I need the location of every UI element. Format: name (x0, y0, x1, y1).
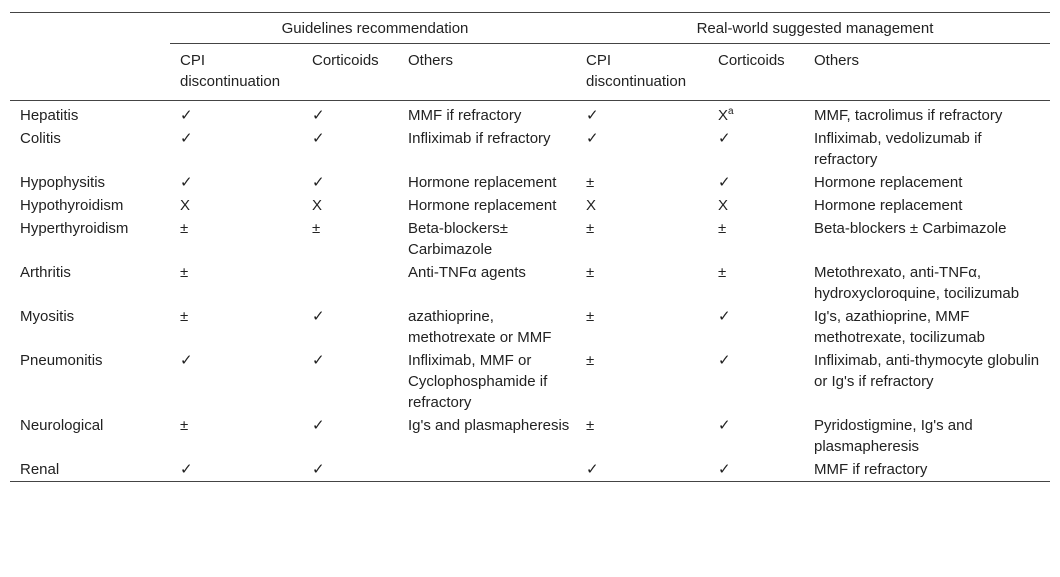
cell-g-corticoids-text: ✓ (312, 107, 325, 124)
cell-g-cpi (170, 305, 302, 349)
column-header-row (10, 44, 1050, 101)
cell-g-corticoids-text: ✓ (312, 461, 325, 478)
cell-r-corticoids (708, 349, 804, 414)
cell-r-corticoids-text: X (718, 197, 729, 214)
cell-g-cpi (170, 101, 302, 128)
cell-r-cpi-text: ✓ (586, 461, 599, 478)
cell-g-cpi-text: X (180, 197, 191, 214)
row-label (10, 261, 170, 305)
cell-r-others-text: Infliximab, vedolizumab if refractory (814, 130, 982, 168)
cell-g-cpi-text: ✓ (180, 174, 193, 191)
table-row (10, 414, 1050, 458)
table-container (10, 12, 1050, 482)
cell-r-others-text: Hormone replacement (814, 174, 963, 191)
cell-r-others-text: Ig's, azathioprine, MMF methotrexate, tocilizumab (814, 308, 985, 346)
cell-g-cpi-text: ± (180, 417, 189, 434)
table-row (10, 305, 1050, 349)
header-r-corticoids: Corticoids (718, 52, 785, 69)
cell-r-others-text: Beta-blockers ± Carbimazole (814, 220, 1007, 237)
cell-r-cpi-text: ✓ (586, 107, 599, 124)
cell-r-others-text: MMF, tacrolimus if refractory (814, 107, 1003, 124)
table-row (10, 127, 1050, 171)
cell-g-cpi-text: ✓ (180, 461, 193, 478)
cell-r-others (804, 305, 1050, 349)
table-row (10, 261, 1050, 305)
row-label (10, 217, 170, 261)
table-row (10, 458, 1050, 482)
cell-r-cpi-text: ± (586, 308, 595, 325)
cell-r-others (804, 101, 1050, 128)
cell-r-corticoids-text: ✓ (718, 174, 731, 191)
cell-g-cpi-text: ± (180, 308, 189, 325)
cell-g-corticoids (302, 261, 398, 305)
cell-r-cpi (576, 127, 708, 171)
cell-g-cpi (170, 414, 302, 458)
cell-g-corticoids-text: ✓ (312, 130, 325, 147)
row-label-text: Hepatitis (20, 107, 79, 124)
cell-g-cpi-text: ✓ (180, 352, 193, 369)
cell-g-others-text: Hormone replacement (408, 197, 557, 214)
row-label-text: Renal (20, 461, 60, 478)
cell-g-others (398, 458, 576, 482)
table-row (10, 217, 1050, 261)
row-label (10, 305, 170, 349)
row-label (10, 194, 170, 217)
cell-g-others (398, 261, 576, 305)
cell-g-corticoids-text: X (312, 197, 323, 214)
cell-r-others-text: MMF if refractory (814, 461, 928, 478)
row-label (10, 458, 170, 482)
cell-g-others-text: Infliximab, MMF or Cyclophosphamide if refractory (408, 352, 548, 411)
cell-r-others (804, 171, 1050, 194)
cell-g-cpi (170, 458, 302, 482)
cell-r-corticoids (708, 414, 804, 458)
cell-g-others-text: Ig's and plasmapheresis (408, 417, 570, 434)
cell-r-others-text: Hormone replacement (814, 197, 963, 214)
cell-g-cpi (170, 349, 302, 414)
cell-g-cpi-text: ✓ (180, 107, 193, 124)
cell-g-corticoids-text: ✓ (312, 308, 325, 325)
cell-g-others (398, 217, 576, 261)
cell-g-cpi-text: ± (180, 264, 189, 281)
cell-g-others-text: Infliximab if refractory (408, 130, 551, 147)
cell-r-cpi-text: ± (586, 352, 595, 369)
cell-r-cpi (576, 458, 708, 482)
cell-g-corticoids (302, 127, 398, 171)
cell-r-corticoids-text: ✓ (718, 308, 731, 325)
cell-r-corticoids (708, 305, 804, 349)
cell-r-corticoids (708, 458, 804, 482)
row-label (10, 127, 170, 171)
cell-r-others-text: Infliximab, anti-thymocyte globulin or Ig's if refractory (814, 352, 1040, 390)
cell-g-cpi-text: ✓ (180, 130, 193, 147)
row-label-text: Pneumonitis (20, 352, 103, 369)
cell-r-others (804, 414, 1050, 458)
row-label (10, 414, 170, 458)
header-r-cpi: CPI discontinuation (586, 52, 687, 90)
row-label (10, 349, 170, 414)
cell-g-cpi (170, 261, 302, 305)
cell-g-others-text: azathioprine, methotrexate or MMF (408, 308, 552, 346)
cell-r-cpi-text: ✓ (586, 130, 599, 147)
cell-r-cpi (576, 194, 708, 217)
header-g-others: Others (408, 52, 454, 69)
cell-r-corticoids-text: X (718, 107, 729, 124)
management-table (10, 12, 1050, 482)
cell-g-corticoids-text: ✓ (312, 174, 325, 191)
cell-r-cpi (576, 101, 708, 128)
group-header-realworld: Real-world suggested management (576, 13, 1050, 44)
cell-g-others (398, 101, 576, 128)
cell-r-cpi-text: X (586, 197, 597, 214)
cell-g-cpi (170, 127, 302, 171)
cell-r-others-text: Metothrexato, anti-TNFα, hydroxycloroquine, tocilizumab (814, 264, 1020, 302)
cell-r-cpi (576, 349, 708, 414)
table-row (10, 171, 1050, 194)
cell-r-corticoids (708, 261, 804, 305)
cell-g-others (398, 127, 576, 171)
cell-r-cpi-text: ± (586, 220, 595, 237)
cell-g-cpi-text: ± (180, 220, 189, 237)
row-label-text: Hyperthyroidism (20, 220, 129, 237)
cell-r-corticoids-text: ✓ (718, 130, 731, 147)
cell-g-others (398, 414, 576, 458)
table-row (10, 101, 1050, 128)
cell-g-corticoids (302, 458, 398, 482)
cell-r-others (804, 261, 1050, 305)
cell-r-corticoids (708, 101, 804, 128)
cell-g-others-text: Anti-TNFα agents (408, 264, 526, 281)
cell-r-others (804, 127, 1050, 171)
cell-r-others (804, 458, 1050, 482)
group-header-guidelines: Guidelines recommendation (170, 13, 576, 44)
cell-r-corticoids-text: ✓ (718, 417, 731, 434)
header-g-cpi: CPI discontinuation (180, 52, 281, 90)
group-header-row (10, 13, 1050, 44)
row-label (10, 101, 170, 128)
cell-g-others (398, 349, 576, 414)
row-label-text: Colitis (20, 130, 61, 147)
cell-g-corticoids-text: ± (312, 220, 321, 237)
cell-r-cpi-text: ± (586, 417, 595, 434)
cell-r-corticoids (708, 127, 804, 171)
cell-g-others (398, 194, 576, 217)
cell-g-corticoids (302, 101, 398, 128)
cell-r-corticoids-text: ✓ (718, 352, 731, 369)
cell-g-corticoids (302, 194, 398, 217)
cell-r-corticoids (708, 171, 804, 194)
cell-g-corticoids (302, 305, 398, 349)
table-row (10, 194, 1050, 217)
cell-g-cpi (170, 217, 302, 261)
cell-r-corticoids-text: ± (718, 264, 727, 281)
cell-g-corticoids (302, 217, 398, 261)
empty-corner (10, 13, 170, 44)
cell-r-cpi-text: ± (586, 174, 595, 191)
row-label (10, 171, 170, 194)
cell-r-others (804, 194, 1050, 217)
header-r-others: Others (814, 52, 860, 69)
header-g-corticoids: Corticoids (312, 52, 379, 69)
cell-r-cpi-text: ± (586, 264, 595, 281)
cell-r-cpi (576, 414, 708, 458)
cell-g-corticoids (302, 171, 398, 194)
cell-g-others (398, 305, 576, 349)
cell-g-corticoids-text: ✓ (312, 417, 325, 434)
table-row (10, 349, 1050, 414)
cell-r-others (804, 349, 1050, 414)
cell-r-cpi (576, 217, 708, 261)
row-label-text: Hypophysitis (20, 174, 106, 191)
cell-r-corticoids (708, 217, 804, 261)
cell-g-others-text: Beta-blockers± Carbimazole (408, 220, 508, 258)
cell-r-cpi (576, 305, 708, 349)
cell-g-corticoids-text: ✓ (312, 352, 325, 369)
cell-g-others-text: MMF if refractory (408, 107, 522, 124)
cell-r-corticoids-text: ✓ (718, 461, 731, 478)
cell-r-cpi (576, 261, 708, 305)
cell-g-cpi (170, 171, 302, 194)
row-label-text: Hypothyroidism (20, 197, 124, 214)
row-label-text: Myositis (20, 308, 75, 325)
cell-r-others-text: Pyridostigmine, Ig's and plasmapheresis (814, 417, 973, 455)
cell-r-corticoids-text: ± (718, 220, 727, 237)
table-body (10, 101, 1050, 482)
cell-r-others (804, 217, 1050, 261)
row-label-text: Arthritis (20, 264, 71, 281)
cell-r-cpi (576, 171, 708, 194)
footnote-marker: a (728, 106, 734, 117)
empty-header-cell (10, 44, 170, 101)
cell-g-others-text: Hormone replacement (408, 174, 557, 191)
cell-g-cpi (170, 194, 302, 217)
cell-g-corticoids (302, 414, 398, 458)
cell-r-corticoids (708, 194, 804, 217)
cell-g-others (398, 171, 576, 194)
cell-g-corticoids (302, 349, 398, 414)
row-label-text: Neurological (20, 417, 104, 434)
